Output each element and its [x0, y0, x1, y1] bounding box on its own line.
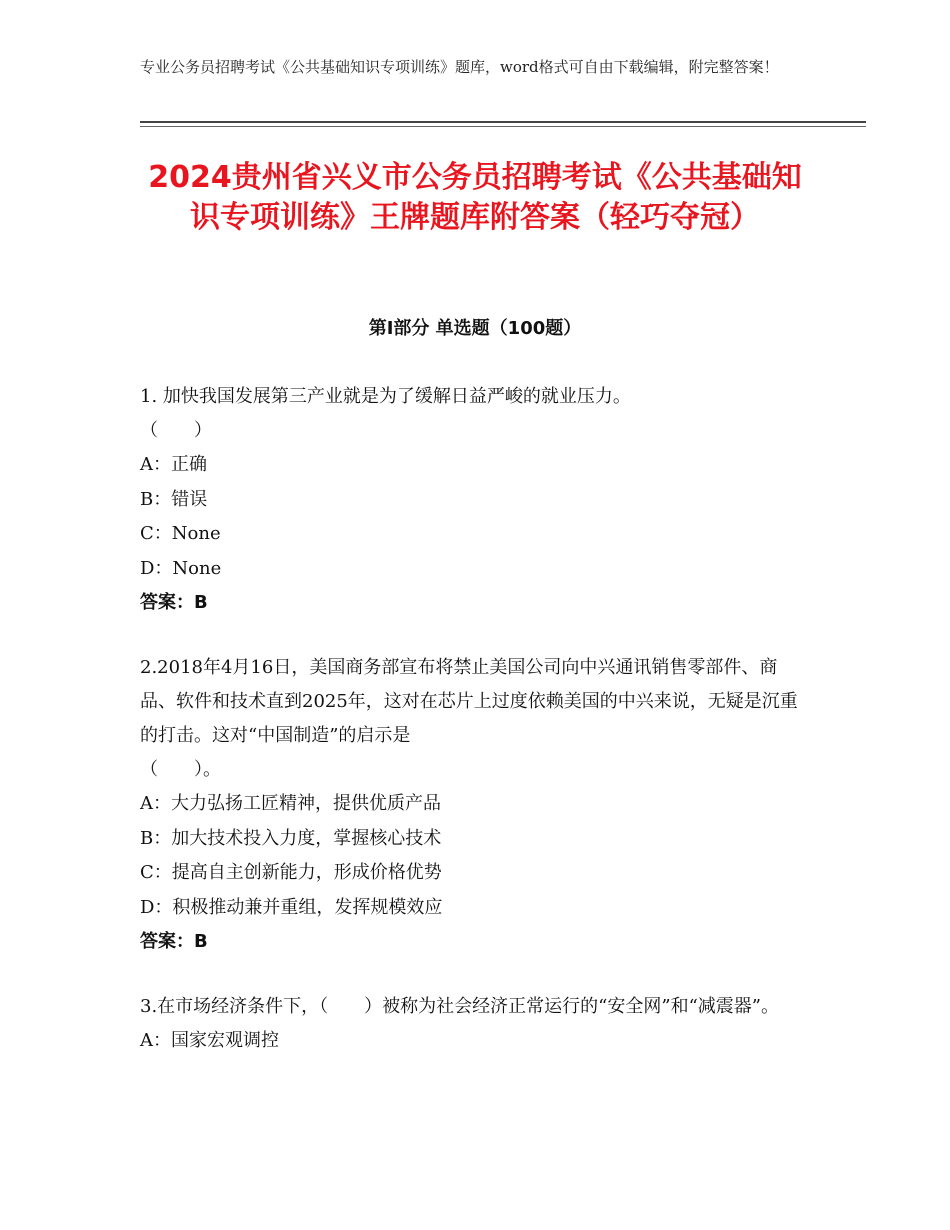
- question-list: [140, 380, 810, 1090]
- header-divider-thick: [140, 121, 866, 123]
- question-1: [140, 380, 810, 620]
- answer-blank: （ ）: [140, 420, 212, 441]
- section-title: 第Ⅰ部分 单选题（100题）: [368, 318, 582, 339]
- question-stem: 1. 加快我国发展第三产业就是为了缓解日益严峻的就业压力。: [140, 386, 631, 407]
- option-b: B：错误: [140, 488, 208, 510]
- question-3: [140, 990, 810, 1059]
- answer-line: 答案：B: [140, 931, 208, 952]
- answer-line: 答案：B: [140, 592, 208, 613]
- option-a: A：正确: [140, 454, 207, 475]
- header-note: 专业公务员招聘考试《公共基础知识专项训练》题库，word格式可自由下载编辑，附完整答案！: [140, 58, 779, 76]
- answer-blank: （ ）。: [140, 759, 221, 780]
- option-a: A：大力弘扬工匠精神，提供优质产品: [140, 793, 441, 814]
- question-stem: 2.2018年4月16日，美国商务部宣布将禁止美国公司向中兴通讯销售零部件、商品、软件和技术直到2025年，这对在芯片上过度依赖美国的中兴来说，无疑是沉重的打击。这对“中国制造”的启示是: [140, 657, 798, 746]
- document-title: 2024贵州省兴义市公务员招聘考试《公共基础知识专项训练》王牌题库附答案（轻巧夺冠）: [148, 160, 802, 235]
- option-b: B：加大技术投入力度，掌握核心技术: [140, 827, 442, 849]
- question-stem: 3.在市场经济条件下，（ ）被称为社会经济正常运行的“安全网”和“减震器”。: [140, 996, 779, 1017]
- option-c: C：None: [140, 523, 221, 544]
- option-a: A：国家宏观调控: [140, 1030, 279, 1051]
- option-c: C：提高自主创新能力，形成价格优势: [140, 862, 442, 883]
- header-divider-thin: [140, 126, 866, 127]
- option-d: D：None: [140, 557, 222, 579]
- option-d: D：积极推动兼并重组，发挥规模效应: [140, 896, 443, 918]
- question-2: [140, 651, 810, 959]
